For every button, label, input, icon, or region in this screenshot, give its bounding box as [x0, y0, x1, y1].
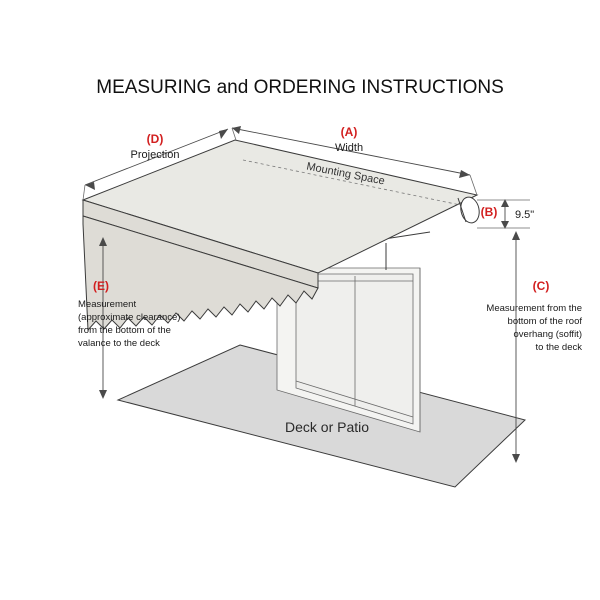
label-c-line2: bottom of the roof	[507, 316, 582, 327]
label-d-tag: (D)	[146, 132, 164, 146]
c-arrow-bottom	[512, 454, 520, 463]
label-e-line2: (approximate clearance)	[78, 312, 181, 323]
label-c-line3: overhang (soffit)	[513, 329, 582, 340]
width-arrow-right	[459, 170, 470, 178]
label-e-tag: (E)	[93, 279, 109, 293]
e-arrow-bottom	[99, 390, 107, 399]
width-ext-right	[470, 175, 477, 195]
label-a-tag: (A)	[340, 125, 358, 139]
label-c-line4: to the deck	[535, 342, 582, 353]
label-c-tag: (C)	[532, 279, 550, 293]
page-title: MEASURING and ORDERING INSTRUCTIONS	[96, 77, 504, 98]
label-b-tag: (B)	[480, 205, 498, 219]
c-arrow-top	[512, 231, 520, 240]
awning-canopy-group	[83, 140, 482, 330]
label-e-line4: valance to the deck	[78, 338, 160, 349]
label-b-value: 9.5"	[515, 209, 535, 221]
label-d-text: Projection	[130, 149, 180, 161]
label-e-line1: Measurement	[78, 299, 137, 310]
label-c-line1: Measurement from the	[486, 303, 582, 314]
dimension-b-height	[477, 199, 534, 229]
projection-arrow-right	[219, 129, 228, 139]
label-a-text: Width	[334, 142, 364, 154]
projection-ext-left	[83, 185, 85, 200]
label-mounting-space: Mounting Space	[305, 160, 386, 188]
label-e-line3: from the bottom of the	[78, 325, 171, 336]
deck-label: Deck or Patio	[285, 419, 370, 435]
